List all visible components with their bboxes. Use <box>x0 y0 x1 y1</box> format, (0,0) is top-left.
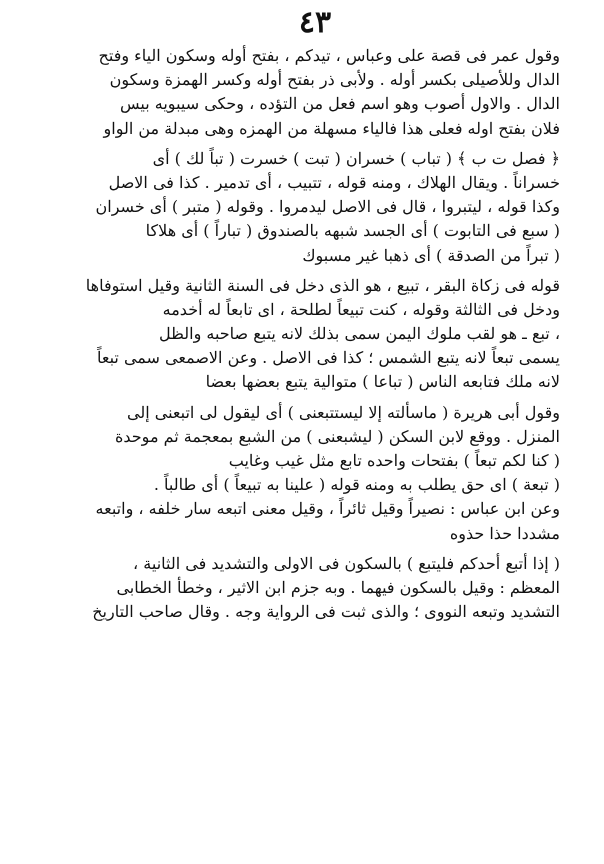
text-line: وقول أبى هريرة ( ماسألته إلا ليستتبعنى ) أى ليقول لى اتبعنى إلى <box>127 402 560 422</box>
text-line: وقول عمر فى قصة على وعباس ، تيدكم ، بفتح أوله وسكون الياء وفتح <box>98 46 560 65</box>
text-line: وكذا قوله ، ليتبروا ، قال فى الاصل ليدمروا . وقوله ( متبر ) أى خسران <box>95 197 560 217</box>
paragraph-itba <box>40 552 560 625</box>
paragraph-tabi <box>40 274 560 395</box>
text-line: ودخل فى الثالثة وقوله ، كنت تبيعاً لطلحة ، اى تابعاً له أخدمه <box>162 299 560 319</box>
text-line: وعن ابن عباس : نصيراً وقيل ثائراً ، وقيل معنى اتبعه سار خلفه ، واتبعه <box>95 499 560 519</box>
text-line: خسراناً . ويقال الهلاك ، ومنه قوله ، تتبيب ، أى تدمير . كذا فى الاصل <box>108 172 560 192</box>
paragraph-fasl-ta-ba <box>40 147 560 268</box>
text-line: لانه ملك فتابعه الناس ( تباعا ) متوالية يتبع بعضها بعضا <box>205 372 560 392</box>
text-line: مشددا حذا حذوه <box>449 523 560 543</box>
paragraph-tidkum <box>40 44 560 141</box>
text-line: فلان بفتح اوله فعلى هذا فالياء مسهلة من الهمزه وهى مبدلة من الواو <box>103 118 560 138</box>
paragraph-abu-hurayra <box>40 401 560 546</box>
text-line: ( سبع فى التابوت ) أى الجسد شبهه بالصندوق ( تباراً ) أى هلاكا <box>145 221 560 241</box>
text-line: ( تبراً من الصدقة ) أى ذهبا غير مسبوك <box>302 245 560 265</box>
page-number: ٤٣ <box>298 5 332 40</box>
text-line: التشديد وتبعه النووى ؛ والذى ثبت فى الرواية وجه . وقال صاحب التاريخ <box>92 602 560 622</box>
text-line: ( كنا لكم تبعاً ) بفتحات واحده تابع مثل غيب وغايب <box>228 451 560 470</box>
text-line: المعظم : وقيل بالسكون فيهما . وبه جزم ابن الاثير ، وخطأ الخطابى <box>116 577 560 597</box>
text-line: المنزل . ووقع لابن السكن ( ليشبعنى ) من الشبع بمعجمة ثم موحدة <box>115 426 560 446</box>
text-line: ، تبع ـ هو لقب ملوك اليمن سمى بذلك لانه يتبع صاحبه والظل <box>159 324 560 344</box>
text-line: قوله فى زكاة البقر ، تبيع ، هو الذى دخل فى السنة الثانية وقيل استوفاها <box>85 275 560 295</box>
text-line: يسمى تبعاً لانه يتبع الشمس ؛ كذا فى الاصل . وعن الاصمعى سمى تبعاً <box>97 348 560 368</box>
text-line: ( تبعة ) اى حق يطلب به ومنه قوله ( علينا به تبيعاً ) أى طالباً . <box>153 475 560 495</box>
text-line: الدال وللأصيلى بكسر أوله . ولأبى ذر بفتح أوله وكسر الهمزة وسكون <box>109 70 560 90</box>
text-line: الدال . والاول أصوب وهو اسم فعل من التؤده ، وحكى سيبويه بيس <box>120 94 560 114</box>
text-line: ( إذا أتبع أحدكم فليتبع ) بالسكون فى الاولى والتشديد فى الثانية ، <box>133 553 560 573</box>
page-body <box>40 44 560 624</box>
text-line: ﴿ فصل ت ب ﴾ ( تباب ) خسران ( تبت ) خسرت ( تباً لك ) أى <box>152 148 560 168</box>
